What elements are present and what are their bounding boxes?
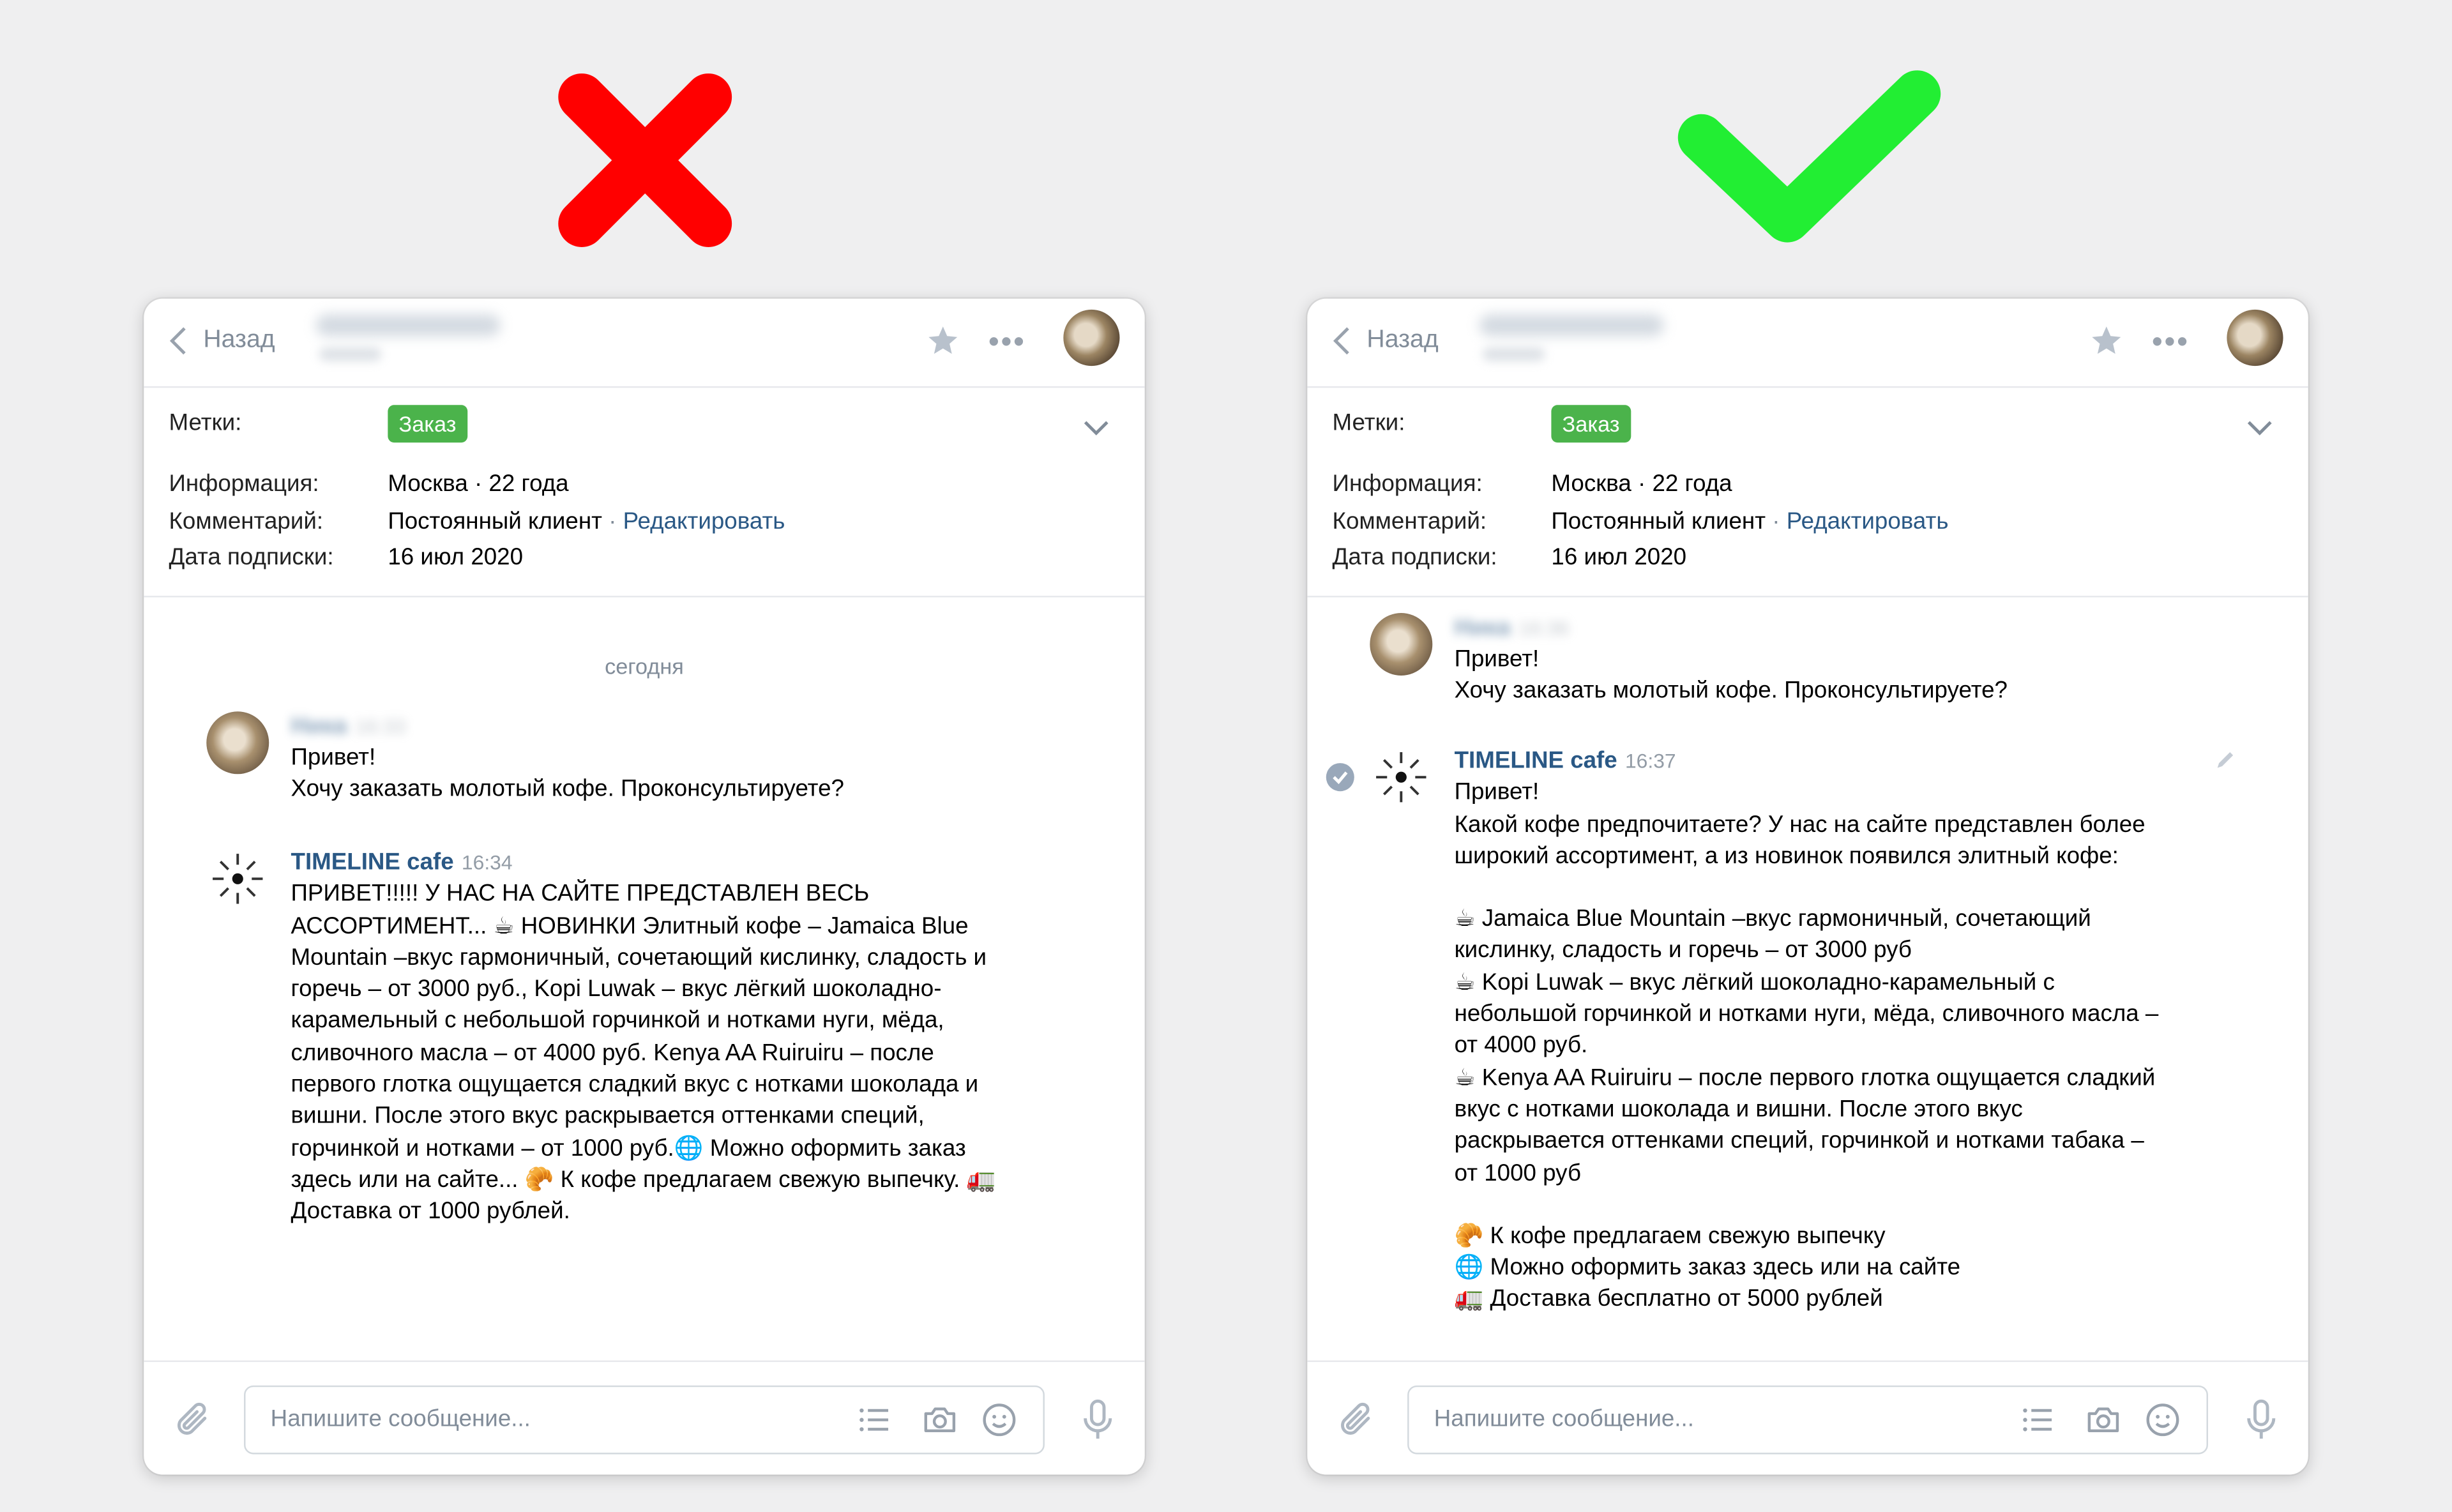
chevron-left-icon [169,325,187,356]
more-icon[interactable]: ••• [988,325,1026,360]
back-label: Назад [1366,326,1439,354]
contact-info [1307,386,2308,598]
cafe-logo-icon[interactable] [1370,746,1432,808]
read-check-icon [1326,763,1354,791]
emoji-icon[interactable] [2144,1401,2182,1439]
avatar[interactable] [2227,310,2283,366]
camera-icon[interactable] [921,1401,958,1439]
compose-bar [144,1361,1144,1475]
message-intro: Какой кофе предпочитаете? У нас на сайте представлен более широкий ассортимент, а из новинок появился элитный кофе: [1454,811,2146,870]
message-input-placeholder: Напишите сообщение... [1434,1405,1694,1433]
message-input[interactable] [244,1386,1045,1455]
comment-value-row: Постоянный клиент · Редактировать [388,508,785,535]
back-button[interactable] [1333,325,1439,356]
microphone-icon[interactable] [2246,1398,2277,1442]
date-value: 16 июл 2020 [388,544,524,571]
message-text: Привет! [1454,646,1540,673]
contact-status-blurred [1483,347,1545,361]
message-time: 16:34 [461,850,513,874]
chevron-left-icon [1333,325,1351,356]
cross-icon [547,63,743,258]
edit-comment-link[interactable]: Редактировать [1786,508,1949,535]
chat-window-bad [144,299,1144,1475]
menu-item: ☕ Kenya AA Ruiruiru – после первого глотка ощущается сладкий вкус с нотками шоколада и вишни. После этого вкус раскрывается оттенками специй, горчинкой и нотками табака – от 1000 руб [1454,1064,2156,1186]
menu-item: ☕ Jamaica Blue Mountain –вкус гармоничный, сочетающий кислинку, сладость и горечь – от 3000 руб [1454,905,2091,964]
edit-comment-link[interactable]: Редактировать [623,508,785,535]
info-label: Информация: [169,471,319,497]
date-label: Дата подписки: [1332,544,1497,571]
extra-line: 🚛 Доставка бесплатно от 5000 рублей [1454,1286,1883,1313]
edit-pencil-icon[interactable] [2214,749,2236,771]
status-badge[interactable]: Заказ [388,405,467,442]
message-author[interactable]: TIMELINE cafe [291,849,454,876]
more-icon[interactable]: ••• [2151,325,2190,360]
templates-icon[interactable] [2019,1401,2057,1439]
contact-status-blurred [319,347,382,361]
extra-line: 🌐 Можно оформить заказ здесь или на сайте [1454,1254,1961,1281]
message-text: ПРИВЕТ!!!!! У НАС НА САЙТЕ ПРЕДСТАВЛЕН ВЕСЬ АССОРТИМЕНТ... ☕ НОВИНКИ Элитный кофе – Jamaica Blue Mountain –вкус гармоничный, сочетающий кислинку, сладость и горечь – от 3000 руб., Kopi Luwak – вкус лёгкий шоколадно-карамельный с небольшой горчинкой и нотками нуги, мёда, сливочного масла – от 4000 руб. Kenya AA Ruiruiru – после первого глотка ощущается сладкий вкус с нотками шоколада и вишни. После этого вкус раскрывается оттенками специй, горчинкой и нотками – от 1000 руб.🌐 Можно оформить заказ здесь или на сайте... 🥐 К кофе предлагаем свежую выпечку. 🚛 Доставка от 1000 рублей. [291,881,996,1225]
chat-window-good [1307,299,2308,1475]
comment-label: Комментарий: [169,508,324,535]
message-author[interactable]: TIMELINE cafe [1454,747,1617,775]
contact-info [144,386,1144,598]
date-value: 16 июл 2020 [1551,544,1687,571]
user-avatar[interactable] [1370,613,1432,676]
chevron-down-icon[interactable] [2246,418,2274,436]
cafe-logo-icon[interactable] [206,847,269,910]
checkmark-icon [1670,63,1949,250]
emoji-icon[interactable] [981,1401,1018,1439]
chat-header [1307,299,2308,388]
avatar[interactable] [1063,310,1119,366]
attach-icon[interactable] [1338,1400,1376,1440]
tags-label: Метки: [1332,409,1405,437]
microphone-icon[interactable] [1082,1398,1114,1442]
message-greeting: Привет! [1454,779,1540,806]
camera-icon[interactable] [2085,1401,2123,1439]
chat-header [144,299,1144,388]
message-text: Хочу заказать молотый кофе. Проконсультируете? [291,776,844,803]
compose-bar [1307,1361,2308,1475]
comment-value-row: Постоянный клиент · Редактировать [1551,508,1949,535]
message-text: Привет! [291,744,376,771]
status-badge[interactable]: Заказ [1551,405,1630,442]
user-message-header-blurred: Ника 16:33 [291,713,406,740]
back-label: Назад [203,326,275,354]
message-text: Хочу заказать молотый кофе. Проконсультируете? [1454,677,2008,704]
user-message-header-blurred: Ника 16:36 [1454,614,1570,642]
comment-value: Постоянный клиент [388,508,602,535]
chevron-down-icon[interactable] [1082,418,1110,436]
comment-label: Комментарий: [1332,508,1487,535]
star-icon[interactable] [2089,324,2124,358]
info-value: Москва · 22 года [1551,471,1732,497]
day-separator: сегодня [605,653,684,679]
back-button[interactable] [169,325,275,356]
info-label: Информация: [1332,471,1483,497]
templates-icon[interactable] [856,1401,893,1439]
attach-icon[interactable] [175,1400,213,1440]
star-icon[interactable] [926,324,960,358]
message-input-placeholder: Напишите сообщение... [270,1405,531,1433]
date-label: Дата подписки: [169,544,334,571]
comment-value: Постоянный клиент [1551,508,1766,535]
contact-name-blurred [316,314,501,336]
user-avatar[interactable] [206,711,269,774]
menu-item: ☕ Kopi Luwak – вкус лёгкий шоколадно-карамельный с небольшой горчинкой и нотками нуги, мёда, сливочного масла – от 4000 руб. [1454,969,2159,1059]
extra-line: 🥐 К кофе предлагаем свежую выпечку [1454,1222,1886,1250]
info-value: Москва · 22 года [388,471,569,497]
message-input[interactable] [1407,1386,2208,1455]
message-time: 16:37 [1624,749,1676,773]
contact-name-blurred [1480,314,1664,336]
tags-label: Метки: [169,409,242,437]
